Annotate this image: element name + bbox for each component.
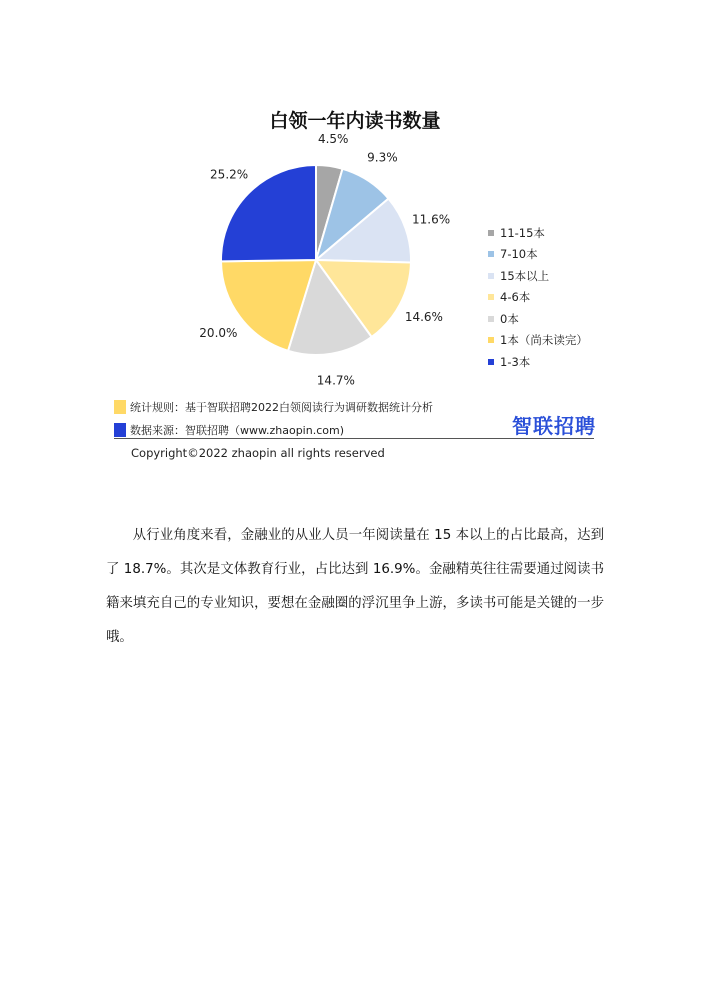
legend-item	[488, 244, 588, 266]
legend-swatch	[488, 273, 494, 279]
legend-swatch	[488, 294, 494, 300]
legend-label: 1本（尚未读完）	[500, 333, 588, 348]
legend-label: 15本以上	[500, 268, 550, 283]
legend-swatch	[488, 230, 494, 236]
zhaopin-logo: 智联招聘	[512, 414, 596, 438]
slice-value-label: 25.2%	[210, 167, 249, 182]
data-source-note	[114, 422, 344, 438]
copyright-text: Copyright©2022 zhaopin all rights reserved	[131, 446, 385, 460]
stat-rule-note	[114, 399, 433, 415]
body-paragraph: 从行业角度来看，金融业的从业人员一年阅读量在 15 本以上的占比最高，达到了 18.7%。其次是文体教育行业，占比达到 16.9%。金融精英往往需要通过阅读书籍来填充自己的专业知识，要想在金融圈的浮沉里争上游，多读书可能是关键的一步哦。	[106, 528, 604, 645]
legend-item	[488, 265, 588, 287]
slice-value-label: 14.6%	[404, 309, 443, 324]
slice-value-label: 14.7%	[316, 373, 355, 388]
stat-rule-swatch	[114, 400, 126, 414]
legend-swatch	[488, 359, 494, 365]
legend-item	[488, 222, 588, 244]
chart-title: 白领一年内读书数量	[269, 110, 441, 132]
legend-item	[488, 351, 588, 373]
legend-label: 0本	[500, 311, 519, 326]
pie-chart	[180, 132, 460, 390]
legend-item	[488, 308, 588, 330]
legend-swatch	[488, 251, 494, 257]
legend-label: 4-6本	[500, 290, 531, 305]
legend-label: 11-15本	[500, 225, 545, 240]
data-source-swatch	[114, 423, 126, 437]
slice-value-label: 9.3%	[367, 150, 398, 165]
legend-label: 1-3本	[500, 354, 531, 369]
legend-swatch	[488, 337, 494, 343]
legend-item	[488, 287, 588, 309]
data-source-text: 数据来源：智联招聘（www.zhaopin.com)	[130, 424, 344, 437]
legend-swatch	[488, 316, 494, 322]
slice-value-label: 11.6%	[412, 212, 451, 227]
legend-item	[488, 330, 588, 352]
chart-legend	[488, 222, 588, 373]
slice-value-label: 20.0%	[199, 326, 238, 341]
divider-line	[114, 438, 594, 439]
legend-label: 7-10本	[500, 247, 538, 262]
stat-rule-text: 统计规则：基于智联招聘2022白领阅读行为调研数据统计分析	[130, 401, 433, 414]
slice-value-label: 4.5%	[317, 132, 349, 147]
body-paragraph-container	[106, 519, 604, 655]
